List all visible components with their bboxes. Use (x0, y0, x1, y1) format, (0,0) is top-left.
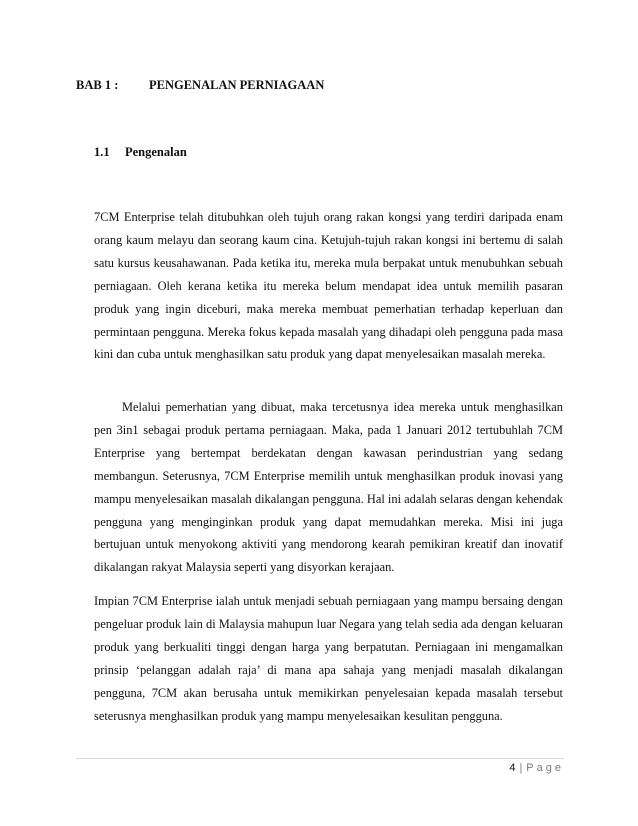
chapter-title: PENGENALAN PERNIAGAAN (149, 78, 325, 92)
footer-separator: | (519, 762, 523, 774)
section-title: Pengenalan (125, 145, 187, 159)
chapter-heading (76, 78, 324, 93)
page-label: Page (526, 762, 564, 774)
paragraph-vision: Impian 7CM Enterprise ialah untuk menjadi sebuah perniagaan yang mampu bersaing dengan pengeluar produk lain di Malaysia mahupun luar Negara yang telah sedia ada dengan keluaran produk yang berkualiti tinggi dengan harga yang berpatutan. Perniagaan ini mengamalkan prinsip ‘pelanggan adalah raja’ di mana apa sahaja yang menjadi masalah dikalangan pengguna, 7CM akan berusaha untuk memikirkan penyelesaian kepada masalah tersebut seterusnya menghasilkan produk yang mampu menyelesaikan kesulitan pengguna. (94, 594, 563, 723)
footer-divider (76, 758, 564, 759)
paragraph-intro: 7CM Enterprise telah ditubuhkan oleh tujuh orang rakan kongsi yang terdiri daripada enam orang kaum melayu dan seorang kaum cina. Ketujuh-tujuh rakan kongsi ini bertemu di salah satu kursus keusahawanan. Pada ketika itu, mereka mula berpakat untuk menubuhkan sebuah perniagaan. Oleh kerana ketika itu mereka belum mendapat idea untuk memilih pasaran produk yang ingin diceburi, maka mereka membuat pemerhatian terhadap keperluan dan permintaan pengguna. Mereka fokus kepada masalah yang dihadapi oleh pengguna pada masa kini dan cuba untuk menghasilkan satu produk yang dapat menyelesaikan masalah mereka. (94, 210, 563, 362)
page-number: 4 (509, 762, 516, 774)
chapter-number: BAB 1 : (76, 78, 119, 92)
section-number: 1.1 (94, 145, 110, 159)
page-footer (509, 762, 564, 774)
paragraph-idea: Melalui pemerhatian yang dibuat, maka tercetusnya idea mereka untuk menghasilkan pen 3in1 sebagai produk pertama perniagaan. Maka, pada 1 Januari 2012 tertubuhlah 7CM Enterprise yang bertempat berdekatan dengan kawasan perindustrian yang sedang membangun. Seterusnya, 7CM Enterprise memilih untuk menghasilkan produk inovasi yang mampu menyelesaikan masalah dikalangan pengguna. Hal ini adalah selaras dengan kehendak pengguna yang menginginkan produk yang dapat memudahkan mereka. Misi ini juga bertujuan untuk menyokong aktiviti yang mendorong kearah pemikiran kreatif dan inovatif dikalangan rakyat Malaysia seperti yang disyorkan kerajaan. (94, 400, 563, 575)
section-heading (94, 145, 187, 160)
